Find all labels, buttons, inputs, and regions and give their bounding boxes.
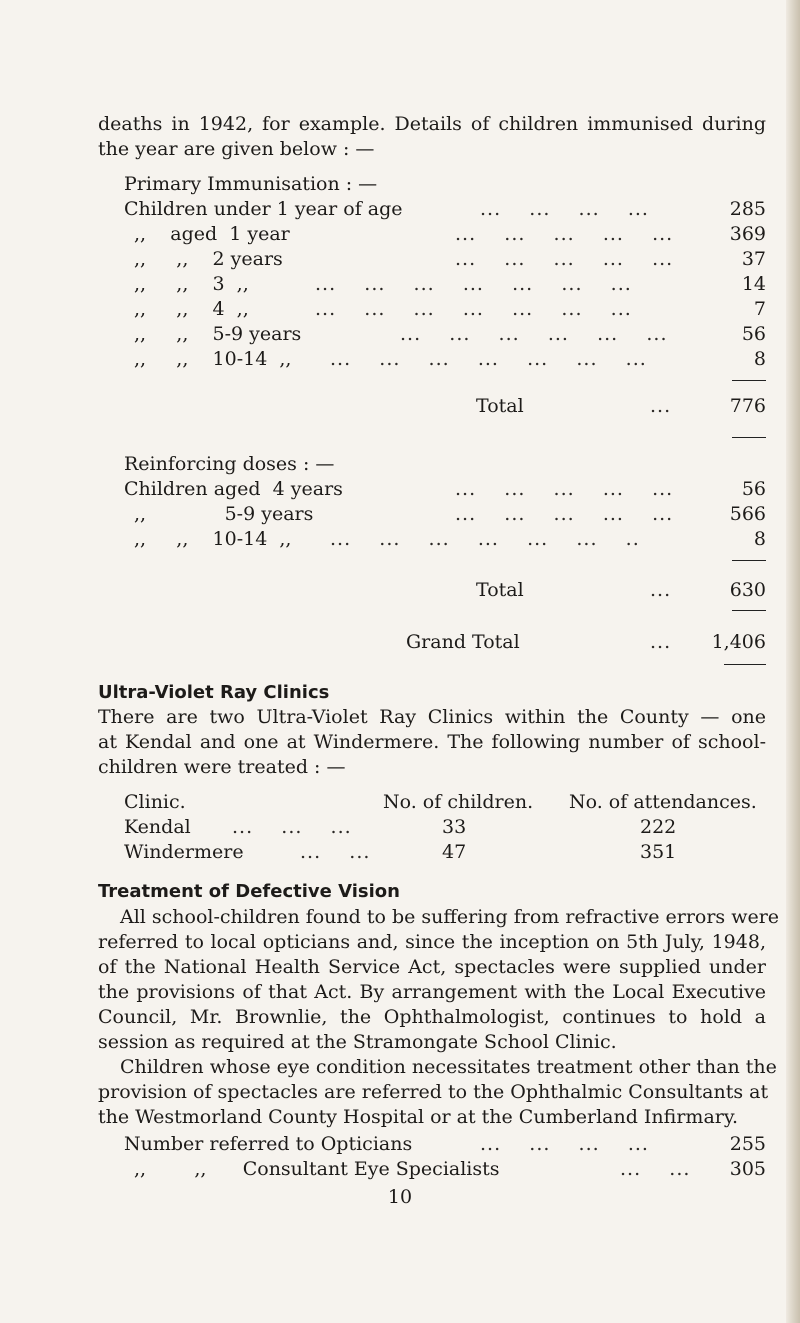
referral-label: Number referred to Opticians — [124, 1133, 413, 1155]
primary-row-label: Children under 1 year of age — [124, 198, 403, 220]
reinforcing-total-label: Total — [476, 579, 524, 601]
uv-row-clinic: Kendal — [124, 816, 191, 838]
uv-para-line: children were treated : — — [98, 756, 346, 778]
reinforcing-total-value: 630 — [729, 579, 766, 601]
leader-dots: ... ... ... ... ... ... ... — [330, 348, 647, 370]
uv-row-attendances: 351 — [640, 841, 677, 863]
vision-para-line: session as required at the Stramongate School Clinic. — [98, 1031, 617, 1053]
page-number: 10 — [387, 1186, 413, 1208]
uv-col-attendances-header: No. of attendances. — [569, 791, 757, 813]
grand-total-rule — [724, 664, 766, 665]
primary-row-label: ,, ,, 5-9 years — [134, 323, 302, 345]
grand-total-label: Grand Total — [406, 631, 520, 653]
referral-label: ,, ,, Consultant Eye Specialists — [134, 1158, 500, 1180]
vision-para-line: of the National Health Service Act, spectacles were supplied under — [98, 956, 766, 978]
leader-dots: ... ... ... ... — [480, 1133, 649, 1155]
subtotal-rule — [732, 380, 766, 381]
vision-heading: Treatment of Defective Vision — [98, 881, 400, 902]
grand-total-value: 1,406 — [711, 631, 766, 653]
primary-row-label: ,, ,, 3 ,, — [134, 273, 249, 295]
vision-para-line: the Westmorland County Hospital or at the Cumberland Infirmary. — [98, 1106, 739, 1128]
reinforcing-row-label: Children aged 4 years — [124, 478, 343, 500]
uv-row-children: 33 — [442, 816, 467, 838]
vision-para-line: All school-children found to be suffering from refractive errors were — [120, 906, 780, 928]
primary-row-value: 8 — [753, 348, 766, 370]
leader-dots: ... ... ... ... — [480, 198, 649, 220]
primary-row-value: 285 — [729, 198, 766, 220]
reinforcing-row-value: 8 — [753, 528, 766, 550]
leader-dots: ... ... ... ... ... — [455, 248, 674, 270]
intro-line-2: the year are given below : — — [98, 138, 375, 160]
primary-row-value: 56 — [741, 323, 766, 345]
leader-dots: ... ... — [300, 841, 371, 863]
leader-dots: ... ... — [620, 1158, 691, 1180]
subtotal-rule — [732, 560, 766, 561]
primary-row-label: ,, aged 1 year — [134, 223, 290, 245]
uv-col-children-header: No. of children. — [383, 791, 534, 813]
primary-total-label: Total — [476, 395, 524, 417]
reinforcing-row-value: 566 — [729, 503, 766, 525]
leader-dots: ... ... ... — [232, 816, 352, 838]
vision-para-line: Council, Mr. Brownlie, the Ophthalmologist, continues to hold a — [98, 1006, 766, 1028]
total-rule — [732, 437, 766, 438]
leader-dots: ... ... ... ... ... — [455, 478, 674, 500]
primary-row-value: 369 — [729, 223, 766, 245]
primary-row-label: ,, ,, 4 ,, — [134, 298, 249, 320]
leader-dots: ... — [650, 395, 672, 417]
leader-dots: ... ... ... ... ... ... ... — [315, 273, 632, 295]
uv-para-line: at Kendal and one at Windermere. The following number of school- — [98, 731, 766, 753]
reinforcing-row-value: 56 — [741, 478, 766, 500]
uv-row-attendances: 222 — [640, 816, 677, 838]
leader-dots: ... ... ... ... ... — [455, 503, 674, 525]
referral-value: 305 — [729, 1158, 766, 1180]
primary-row-value: 7 — [753, 298, 766, 320]
primary-total-value: 776 — [729, 395, 766, 417]
primary-row-label: ,, ,, 10-14 ,, — [134, 348, 292, 370]
primary-row-value: 14 — [741, 273, 766, 295]
uv-heading: Ultra-Violet Ray Clinics — [98, 682, 330, 703]
total-rule — [732, 610, 766, 611]
leader-dots: ... ... ... ... ... ... .. — [330, 528, 640, 550]
leader-dots: ... — [650, 631, 672, 653]
primary-heading: Primary Immunisation : — — [124, 173, 378, 195]
referral-value: 255 — [729, 1133, 766, 1155]
intro-line-1: deaths in 1942, for example. Details of children immunised during — [98, 113, 766, 135]
leader-dots: ... ... ... ... ... — [455, 223, 674, 245]
reinforcing-row-label: ,, ,, 10-14 ,, — [134, 528, 292, 550]
vision-para-line: Children whose eye condition necessitates treatment other than the — [120, 1056, 777, 1078]
vision-para-line: provision of spectacles are referred to the Ophthalmic Consultants at — [98, 1081, 769, 1103]
leader-dots: ... ... ... ... ... ... ... — [315, 298, 632, 320]
vision-para-line: the provisions of that Act. By arrangement with the Local Executive — [98, 981, 766, 1003]
leader-dots: ... — [650, 579, 672, 601]
uv-col-clinic-header: Clinic. — [124, 791, 186, 813]
uv-row-children: 47 — [442, 841, 467, 863]
reinforcing-heading: Reinforcing doses : — — [124, 453, 335, 475]
leader-dots: ... ... ... ... ... ... — [400, 323, 668, 345]
primary-row-value: 37 — [741, 248, 766, 270]
uv-para-line: There are two Ultra-Violet Ray Clinics within the County — one — [98, 706, 766, 728]
uv-row-clinic: Windermere — [124, 841, 244, 863]
reinforcing-row-label: ,, 5-9 years — [134, 503, 314, 525]
vision-para-line: referred to local opticians and, since the inception on 5th July, 1948, — [98, 931, 766, 953]
primary-row-label: ,, ,, 2 years — [134, 248, 283, 270]
